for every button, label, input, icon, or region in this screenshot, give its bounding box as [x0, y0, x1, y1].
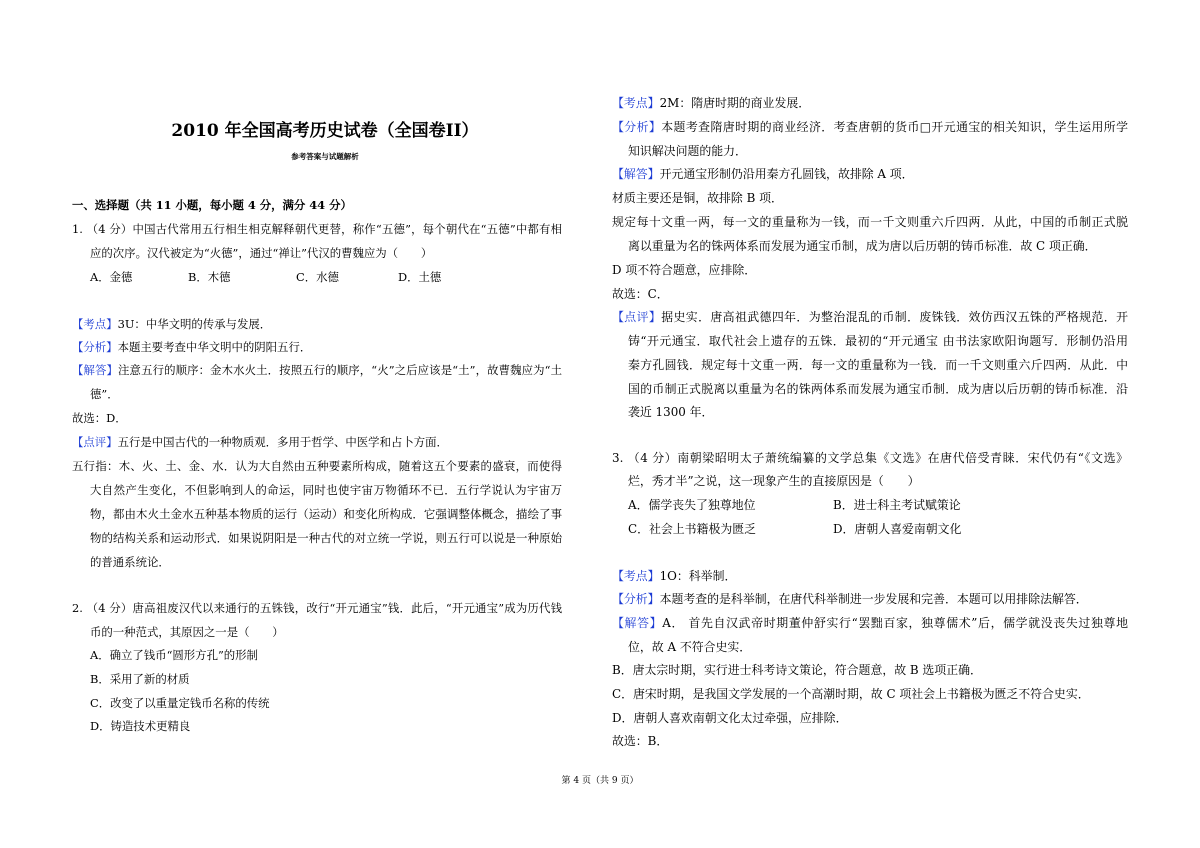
kaodian-label: 【考点】 — [72, 317, 118, 331]
q1-kaodian — [72, 316, 271, 332]
q1-kaodian-text: 3U：中华文明的传承与发展． — [117, 317, 272, 331]
q3-jieda-text: A． 首先自汉武帝时期董仲舒实行“罢黜百家，独尊儒术”后，儒学就没丧失过独尊地 — [662, 616, 1128, 630]
q1-jieda-text: 注意五行的顺序：金木水火土．按照五行的顺序，“火”之后应该是“土”，故曹魏应为“土 — [118, 363, 562, 377]
q1-jieda — [72, 362, 562, 378]
q3-option-a: A．儒学丧失了独尊地位 — [628, 498, 756, 512]
q1-option-d: D．土德 — [398, 270, 442, 284]
dianping-label: 【点评】 — [72, 435, 118, 449]
q3-option-b: B．进士科主考试赋策论 — [833, 498, 961, 512]
q2-dianping-line: 铸“开元通宝．取代社会上遗存的五铢．最初的“开元通宝 由书法家欧阳询题写．形制仍沿用 — [628, 334, 1128, 348]
q2-kaodian — [612, 95, 810, 111]
q2-jieda-line: 离以重量为名的铢两体系而发展为通宝币制，成为唐以后历朝的铸币标准．故 C 项正确． — [628, 239, 1097, 253]
q3-jieda-line: C．唐宋时期，是我国文学发展的一个高潮时期，故 C 项社会上书籍极为匮乏不符合史实． — [612, 687, 1090, 701]
q2-fenxi — [612, 119, 1128, 135]
q2-dianping-text: 据史实．唐高祖武德四年．为整治混乱的币制．废铢钱．效仿西汉五铢的严格规范．开 — [661, 310, 1128, 324]
q2-option-c: C．改变了以重量定钱币名称的传统 — [90, 696, 270, 710]
q3-fenxi — [612, 591, 1088, 607]
q1-fenxi-text: 本题主要考查中华文明中的阴阳五行． — [117, 340, 312, 354]
q1-stem-line: 应的次序。汉代被定为“火德”，通过“禅让”代汉的曹魏应为（ ） — [90, 246, 433, 260]
q3-jieda-line: B．唐太宗时期，实行进士科考诗文策论，符合题意，故 B 选项正确． — [612, 663, 982, 677]
q2-jieda — [612, 166, 914, 182]
kaodian-label: 【考点】 — [612, 96, 660, 110]
q3-jieda-line: 位，故 A 不符合史实． — [628, 640, 752, 654]
q2-stem-line: 币的一种范式，其原因之一是（ ） — [90, 625, 284, 639]
q2-option-b: B．采用了新的材质 — [90, 672, 190, 686]
page-subtitle: 参考答案与试题解析 — [291, 152, 359, 161]
q3-jieda — [612, 615, 1128, 631]
q1-dianping — [72, 434, 448, 450]
q2-option-d: D．铸造技术更精良 — [90, 719, 191, 733]
fenxi-label: 【分析】 — [612, 120, 662, 134]
q3-option-d: D．唐朝人喜爱南朝文化 — [833, 522, 962, 536]
q3-kaodian — [612, 568, 736, 584]
q3-stem-line: 烂，秀才半”之说，这一现象产生的直接原因是（ ） — [628, 474, 920, 488]
kaodian-label: 【考点】 — [612, 569, 660, 583]
q1-option-b: B．木德 — [188, 270, 231, 284]
q1-answer: 故选：D． — [72, 411, 127, 425]
q2-jieda-line: D 项不符合题意，应排除． — [612, 263, 757, 277]
q2-dianping-line: 秦方孔圆钱．规定每十文重一两．每一文的重量称为一钱．而一千文则重六斤四两．从此．中 — [628, 358, 1128, 372]
q3-kaodian-text: 1O：科举制． — [659, 569, 737, 583]
q2-fenxi-text: 本题考查隋唐时期的商业经济．考查唐朝的货币□开元通宝的相关知识，学生运用所学 — [661, 120, 1128, 134]
q3-answer: 故选：B． — [612, 734, 669, 748]
q1-dianping-line: 五行指：木、火、土、金、水．认为大自然由五种要素所构成，随着这五个要素的盛衰，而使得 — [72, 459, 562, 473]
q3-jieda-line: D．唐朝人喜欢南朝文化太过牵强，应排除． — [612, 711, 848, 725]
q2-fenxi-line: 知识解决问题的能力． — [628, 144, 747, 158]
section-heading: 一、选择题（共 11 小题，每小题 4 分，满分 44 分） — [72, 198, 352, 212]
q1-jieda-line: 德”． — [90, 387, 119, 401]
fenxi-label: 【分析】 — [612, 592, 660, 606]
q1-dianping-line: 的普通系统论． — [90, 555, 170, 569]
q1-dianping-line: 物的结构关系和运动形式．如果说阴阳是一种古代的对立统一学说，则五行可以说是一种原始 — [90, 531, 562, 545]
q2-stem-line: 2. （4 分）唐高祖废汉代以来通行的五铢钱，改行“开元通宝”钱．此后，“开元通宝”成为历代钱 — [72, 601, 562, 615]
dianping-label: 【点评】 — [612, 310, 662, 324]
q1-stem-line: 1. （4 分）中国古代常用五行相生相克解释朝代更替，称作“五德”，每个朝代在“五德”中都有相 — [72, 222, 562, 236]
q2-jieda-text: 开元通宝形制仍沿用秦方孔圆钱，故排除 A 项． — [659, 167, 914, 181]
q2-kaodian-text: 2M：隋唐时期的商业发展． — [659, 96, 811, 110]
q2-dianping-line: 国的币制正式脱离以重量为名的铢两体系而发展为通宝币制．成为唐以后历朝的铸币标准．沿 — [628, 382, 1128, 396]
q1-dianping-text: 五行是中国古代的一种物质观．多用于哲学、中医学和占卜方面． — [117, 435, 448, 449]
q1-dianping-line: 物，都由木火土金水五种基本物质的运行（运动）和变化所构成．它强调整体概念，描绘了事 — [90, 507, 562, 521]
q1-option-a: A．金德 — [90, 270, 133, 284]
q2-dianping-line: 袭近 1300 年． — [628, 405, 714, 419]
q3-fenxi-text: 本题考查的是科举制，在唐代科举制进一步发展和完善．本题可以用排除法解答． — [659, 592, 1088, 606]
q3-stem-line: 3. （4 分）南朝梁昭明太子萧统编纂的文学总集《文选》在唐代倍受青睐．宋代仍有“《文选》 — [612, 451, 1128, 465]
q2-jieda-line: 规定每十文重一两，每一文的重量称为一钱，而一千文则重六斤四两．从此，中国的币制正式脱 — [612, 215, 1128, 229]
q1-fenxi — [72, 339, 311, 355]
q3-option-c: C．社会上书籍极为匮乏 — [628, 522, 757, 536]
q2-jieda-line: 材质主要还是铜，故排除 B 项． — [612, 191, 783, 205]
jieda-label: 【解答】 — [72, 363, 119, 377]
fenxi-label: 【分析】 — [72, 340, 118, 354]
q2-answer: 故选：C． — [612, 287, 669, 301]
jieda-label: 【解答】 — [612, 167, 660, 181]
page-footer: 第 4 页（共 9 页） — [561, 776, 639, 786]
q1-option-c: C．水德 — [296, 270, 339, 284]
q2-option-a: A．确立了钱币“圆形方孔”的形制 — [90, 648, 258, 662]
q1-dianping-line: 大自然产生变化，不但影响到人的命运，同时也使宇宙万物循环不已．五行学说认为宇宙万 — [90, 483, 562, 497]
q2-dianping — [612, 309, 1128, 325]
page-title: 2010 年全国高考历史试卷（全国卷II） — [171, 121, 479, 141]
jieda-label: 【解答】 — [612, 616, 663, 630]
